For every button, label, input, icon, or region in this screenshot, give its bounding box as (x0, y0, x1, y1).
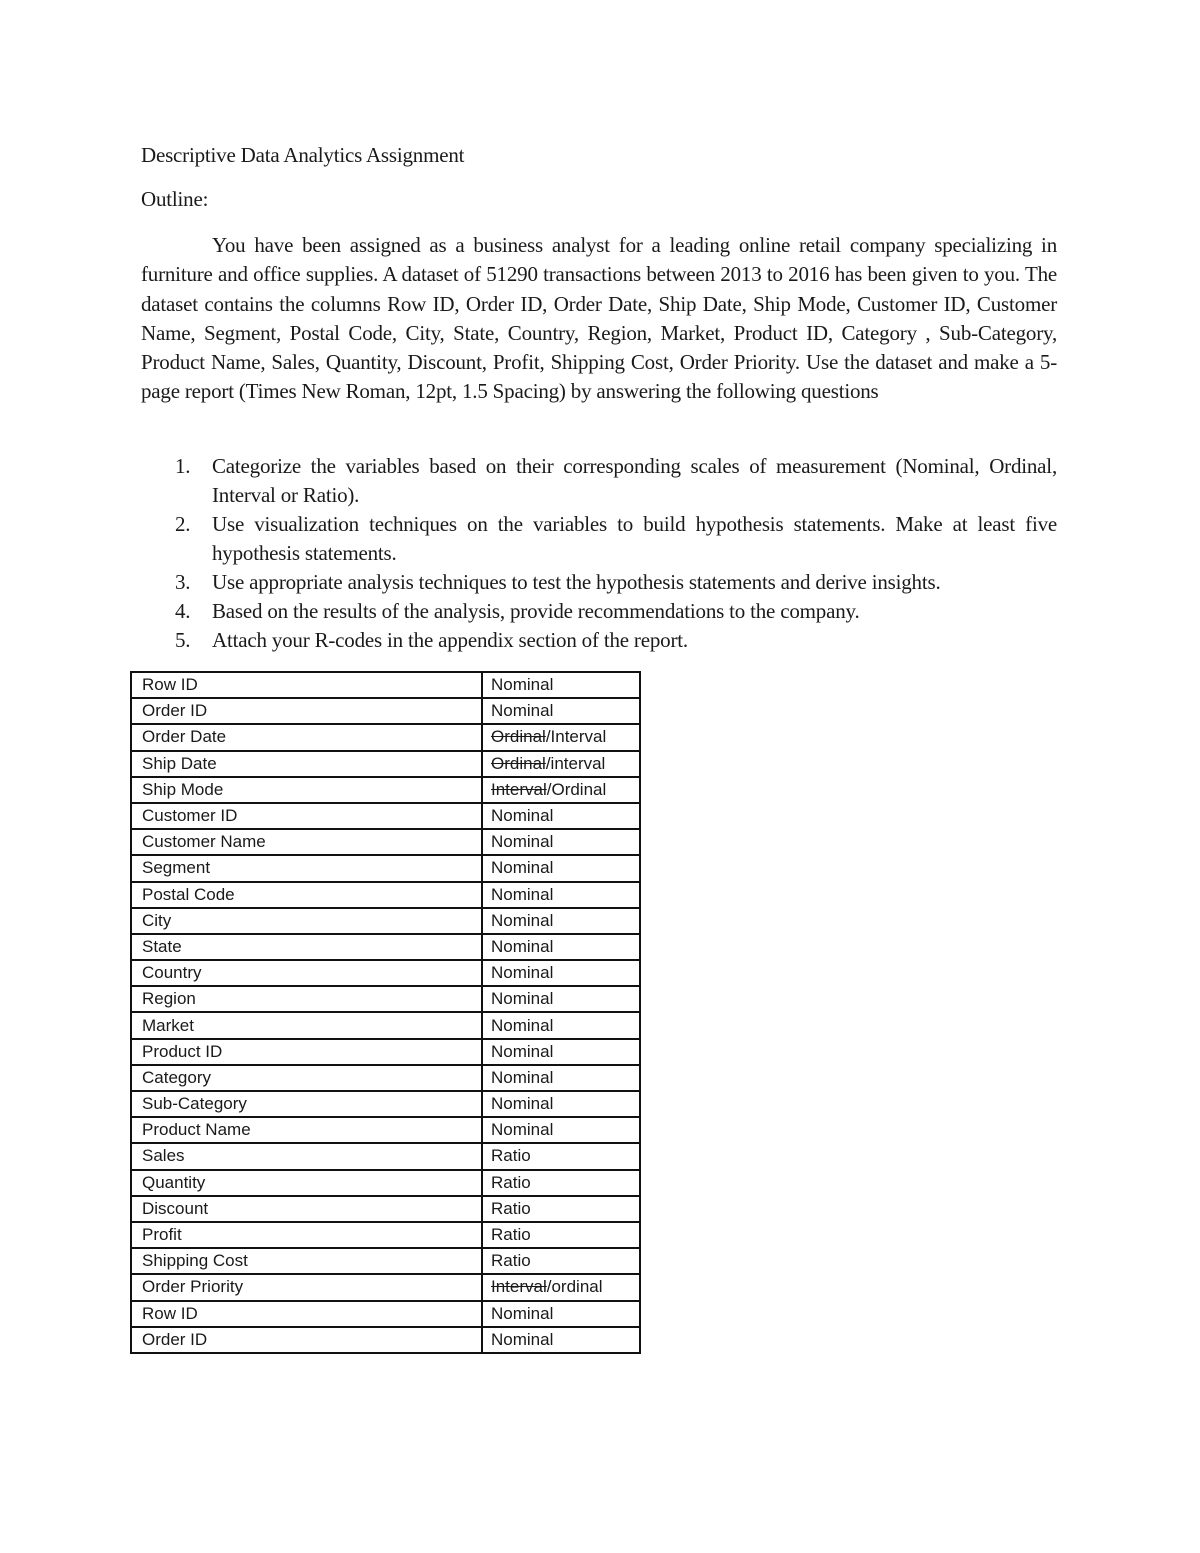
scale-text: Nominal (491, 910, 554, 930)
variable-cell: Sub-Category (131, 1091, 482, 1117)
variable-cell: Region (131, 986, 482, 1012)
scale-cell (482, 672, 640, 698)
scale-cell (482, 1117, 640, 1143)
scale-cell (482, 1248, 640, 1274)
scale-text: Nominal (491, 1067, 554, 1087)
scale-text: /Ordinal (546, 779, 607, 799)
variable-cell: Segment (131, 855, 482, 881)
scale-cell (482, 1222, 640, 1248)
table-row (131, 1117, 640, 1143)
table-row (131, 1065, 640, 1091)
variable-cell: Row ID (131, 1301, 482, 1327)
scale-cell (482, 1012, 640, 1038)
question-item (141, 597, 1057, 626)
question-item (141, 626, 1057, 655)
table-row (131, 1039, 640, 1065)
scale-cell (482, 803, 640, 829)
scale-text: Ratio (491, 1198, 531, 1218)
variable-cell: Quantity (131, 1170, 482, 1196)
scale-cell (482, 934, 640, 960)
scale-text: Nominal (491, 1041, 554, 1061)
struck-text: Ordinal (491, 727, 546, 747)
question-item (141, 568, 1057, 597)
scale-text: Nominal (491, 884, 554, 904)
table-row (131, 986, 640, 1012)
scale-cell (482, 960, 640, 986)
scale-text: Nominal (491, 1303, 554, 1323)
scale-text: Nominal (491, 936, 554, 956)
question-number: 5. (175, 628, 191, 652)
question-text: Use appropriate analysis techniques to test the hypothesis statements and derive insights. (212, 570, 941, 594)
scale-cell (482, 986, 640, 1012)
question-text: Attach your R-codes in the appendix section of the report. (212, 628, 688, 652)
variable-cell: Shipping Cost (131, 1248, 482, 1274)
scale-cell (482, 855, 640, 881)
variable-cell: Row ID (131, 672, 482, 698)
variable-cell: Discount (131, 1196, 482, 1222)
scale-text: Nominal (491, 1094, 554, 1114)
question-number: 3. (175, 570, 191, 594)
scale-text: /ordinal (546, 1277, 603, 1297)
question-text: Based on the results of the analysis, provide recommendations to the company. (212, 599, 860, 623)
scale-text: /Interval (545, 727, 607, 747)
question-text: Use visualization techniques on the variables to build hypothesis statements. Make at least five hypothesis statements. (212, 512, 1057, 565)
scale-text: Ratio (491, 1146, 531, 1166)
variable-cell: Order Date (131, 724, 482, 750)
table-row (131, 1143, 640, 1169)
scale-cell (482, 1039, 640, 1065)
question-number: 4. (175, 599, 191, 623)
table-row (131, 751, 640, 777)
variable-cell: Profit (131, 1222, 482, 1248)
scale-cell (482, 1143, 640, 1169)
table-row (131, 855, 640, 881)
scale-text: Nominal (491, 1120, 554, 1140)
variable-cell: State (131, 934, 482, 960)
scale-text: Nominal (491, 858, 554, 878)
struck-text: Interval (491, 1277, 547, 1297)
scale-text: Nominal (491, 1015, 554, 1035)
table-row (131, 829, 640, 855)
table-row (131, 777, 640, 803)
variable-scale-table (130, 671, 641, 1354)
scale-text: Ratio (491, 1251, 531, 1271)
variable-cell: Postal Code (131, 882, 482, 908)
variable-cell: Market (131, 1012, 482, 1038)
table-row (131, 1170, 640, 1196)
scale-text: Ratio (491, 1172, 531, 1192)
table-row (131, 1274, 640, 1300)
scale-cell (482, 1301, 640, 1327)
table-row (131, 724, 640, 750)
table-row (131, 934, 640, 960)
scale-cell (482, 829, 640, 855)
document-title: Descriptive Data Analytics Assignment (141, 143, 465, 167)
question-number: 2. (175, 512, 191, 536)
variable-cell: Sales (131, 1143, 482, 1169)
variable-cell: Country (131, 960, 482, 986)
table-row (131, 672, 640, 698)
variable-cell: Product Name (131, 1117, 482, 1143)
table-row (131, 1222, 640, 1248)
scale-text: Nominal (491, 989, 554, 1009)
scale-cell (482, 751, 640, 777)
table-row (131, 1196, 640, 1222)
scale-cell (482, 1170, 640, 1196)
question-item (141, 510, 1057, 568)
table-row (131, 698, 640, 724)
struck-text: Ordinal (491, 753, 546, 773)
variable-cell: Order Priority (131, 1274, 482, 1300)
variable-cell: City (131, 908, 482, 934)
variable-cell: Customer ID (131, 803, 482, 829)
table-row (131, 1091, 640, 1117)
scale-text: Nominal (491, 675, 554, 695)
scale-text: Nominal (491, 806, 554, 826)
table-row (131, 1012, 640, 1038)
outline-label: Outline: (141, 187, 209, 211)
scale-text: Ratio (491, 1225, 531, 1245)
scale-cell (482, 1091, 640, 1117)
scale-cell (482, 882, 640, 908)
question-item (141, 452, 1057, 510)
scale-cell (482, 777, 640, 803)
scale-cell (482, 1327, 640, 1353)
scale-cell (482, 1065, 640, 1091)
table-row (131, 960, 640, 986)
scale-cell (482, 698, 640, 724)
variable-cell: Ship Mode (131, 777, 482, 803)
question-list (141, 452, 1057, 655)
scale-cell (482, 724, 640, 750)
table-row (131, 803, 640, 829)
scale-text: Nominal (491, 701, 554, 721)
table-row (131, 1248, 640, 1274)
scale-text: Nominal (491, 832, 554, 852)
scale-text: Nominal (491, 1329, 554, 1349)
variable-cell: Product ID (131, 1039, 482, 1065)
variable-cell: Customer Name (131, 829, 482, 855)
variable-cell: Ship Date (131, 751, 482, 777)
scale-cell (482, 1274, 640, 1300)
table-row (131, 882, 640, 908)
variable-cell: Category (131, 1065, 482, 1091)
question-number: 1. (175, 454, 191, 478)
table-row (131, 1327, 640, 1353)
scale-text: /interval (545, 753, 606, 773)
question-text: Categorize the variables based on their corresponding scales of measurement (Nominal, Ordinal, Interval or Ratio). (212, 454, 1057, 507)
table-row (131, 908, 640, 934)
struck-text: Interval (491, 779, 547, 799)
intro-paragraph: You have been assigned as a business analyst for a leading online retail company specializing in furniture and office supplies. A dataset of 51290 transactions between 2013 to 2016 has been given to you. The dataset contains the columns Row ID, Order ID, Order Date, Ship Date, Ship Mode, Customer ID, Customer Name, Segment, Postal Code, City, State, Country, Region, Market, Product ID, Category , Sub-Category, Product Name, Sales, Quantity, Discount, Profit, Shipping Cost, Order Priority. Use the dataset and make a 5-page report (Times New Roman, 12pt, 1.5 Spacing) by answering the following questions (141, 233, 1057, 404)
scale-cell (482, 1196, 640, 1222)
variable-cell: Order ID (131, 1327, 482, 1353)
scale-text: Nominal (491, 963, 554, 983)
scale-cell (482, 908, 640, 934)
variable-cell: Order ID (131, 698, 482, 724)
table-row (131, 1301, 640, 1327)
